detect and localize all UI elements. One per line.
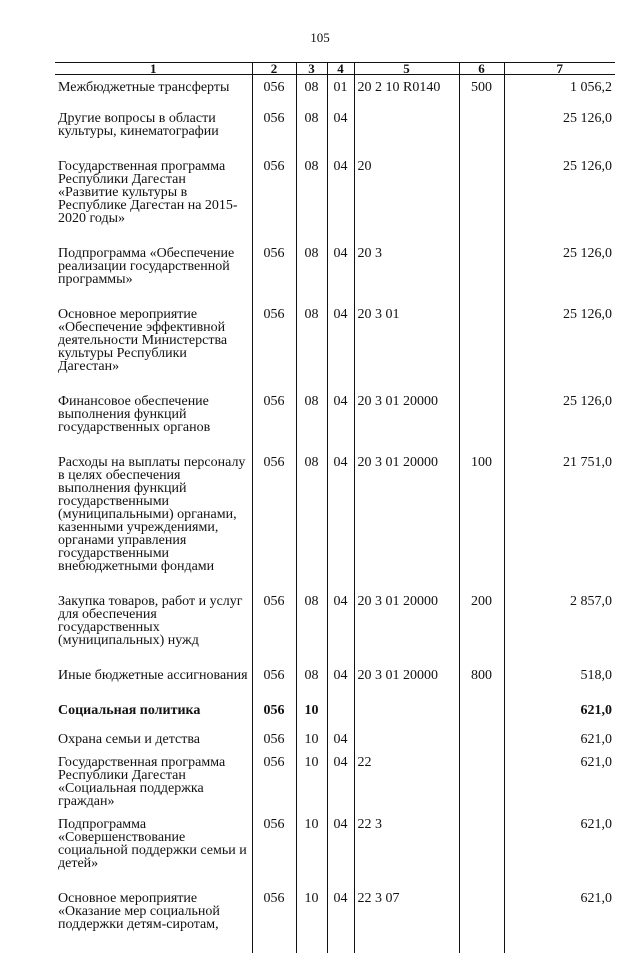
- row-name-cell: Охрана семьи и детства: [58, 732, 200, 747]
- ved-code-cell: 056: [252, 595, 296, 669]
- row-name-cell: Социальная политика: [58, 703, 201, 718]
- amount-cell: 2 857,0: [504, 595, 615, 669]
- section-code-cell: 10: [296, 892, 327, 953]
- section-code-cell: 08: [296, 456, 327, 595]
- amount-cell: 1 056,2: [504, 75, 615, 113]
- row-name-cell: Подпрограмма «Совершенствование социальной поддержки семьи и детей»: [58, 817, 247, 871]
- target-article-cell: 20 3 01 20000: [354, 595, 459, 669]
- section-code-cell: 08: [296, 247, 327, 308]
- subsection-code-cell: 04: [327, 456, 354, 595]
- target-article-cell: [354, 112, 459, 160]
- subsection-code-cell: 04: [327, 395, 354, 456]
- expense-type-cell: [459, 160, 504, 247]
- target-article-cell: [354, 733, 459, 756]
- target-article-cell: 20: [354, 160, 459, 247]
- column-header: 3: [296, 63, 327, 75]
- section-code-cell: 10: [296, 756, 327, 818]
- table-row: [55, 308, 615, 395]
- expense-type-cell: [459, 756, 504, 818]
- section-code-cell: 10: [296, 704, 327, 733]
- subsection-code-cell: 04: [327, 669, 354, 704]
- table-header-row: [55, 63, 615, 75]
- expense-type-cell: 200: [459, 595, 504, 669]
- column-header: 4: [327, 63, 354, 75]
- section-code-cell: 08: [296, 112, 327, 160]
- table-row: [55, 75, 615, 113]
- column-header: 1: [55, 63, 252, 75]
- column-header: 7: [504, 63, 615, 75]
- subsection-code-cell: 04: [327, 308, 354, 395]
- subsection-code-cell: 04: [327, 160, 354, 247]
- ved-code-cell: 056: [252, 818, 296, 892]
- expense-type-cell: [459, 112, 504, 160]
- subsection-code-cell: [327, 704, 354, 733]
- table-row: [55, 704, 615, 733]
- target-article-cell: [354, 704, 459, 733]
- section-code-cell: 10: [296, 733, 327, 756]
- table-row: [55, 892, 615, 953]
- subsection-code-cell: 04: [327, 892, 354, 953]
- subsection-code-cell: 04: [327, 595, 354, 669]
- section-code-cell: 08: [296, 595, 327, 669]
- expense-type-cell: 800: [459, 669, 504, 704]
- expense-type-cell: [459, 308, 504, 395]
- ved-code-cell: 056: [252, 75, 296, 113]
- target-article-cell: 20 3: [354, 247, 459, 308]
- subsection-code-cell: 04: [327, 818, 354, 892]
- ved-code-cell: 056: [252, 756, 296, 818]
- target-article-cell: 20 3 01 20000: [354, 669, 459, 704]
- expense-type-cell: [459, 247, 504, 308]
- row-name-cell: Финансовое обеспечение выполнения функций государственных органов: [58, 394, 211, 435]
- expense-type-cell: 100: [459, 456, 504, 595]
- amount-cell: 621,0: [504, 756, 615, 818]
- expense-type-cell: [459, 733, 504, 756]
- ved-code-cell: 056: [252, 704, 296, 733]
- ved-code-cell: 056: [252, 308, 296, 395]
- expense-type-cell: [459, 892, 504, 953]
- amount-cell: 621,0: [504, 818, 615, 892]
- expense-type-cell: 500: [459, 75, 504, 113]
- table-row: [55, 247, 615, 308]
- ved-code-cell: 056: [252, 733, 296, 756]
- expense-type-cell: [459, 704, 504, 733]
- table-row: [55, 456, 615, 595]
- row-name-cell: Межбюджетные трансферты: [58, 80, 230, 95]
- subsection-code-cell: 04: [327, 756, 354, 818]
- subsection-code-cell: 01: [327, 75, 354, 113]
- target-article-cell: 22 3 07: [354, 892, 459, 953]
- row-name-cell: Подпрограмма «Обеспечение реализации государственной программы»: [58, 246, 235, 287]
- section-code-cell: 08: [296, 669, 327, 704]
- ved-code-cell: 056: [252, 160, 296, 247]
- amount-cell: 621,0: [504, 704, 615, 733]
- row-name-cell: Основное мероприятие «Обеспечение эффективной деятельности Министерства культуры Республики Дагестан»: [58, 307, 228, 374]
- amount-cell: 25 126,0: [504, 112, 615, 160]
- table-row: [55, 160, 615, 247]
- amount-cell: 21 751,0: [504, 456, 615, 595]
- row-name-cell: Другие вопросы в области культуры, кинематографии: [58, 111, 219, 139]
- ved-code-cell: 056: [252, 456, 296, 595]
- amount-cell: 621,0: [504, 892, 615, 953]
- expense-type-cell: [459, 395, 504, 456]
- section-code-cell: 08: [296, 75, 327, 113]
- table-row: [55, 818, 615, 892]
- amount-cell: 621,0: [504, 733, 615, 756]
- target-article-cell: 22: [354, 756, 459, 818]
- row-name-cell: Иные бюджетные ассигнования: [58, 668, 248, 683]
- subsection-code-cell: 04: [327, 247, 354, 308]
- column-header: 6: [459, 63, 504, 75]
- ved-code-cell: 056: [252, 892, 296, 953]
- table-row: [55, 395, 615, 456]
- page-number: 105: [310, 30, 330, 45]
- subsection-code-cell: 04: [327, 112, 354, 160]
- section-code-cell: 10: [296, 818, 327, 892]
- expense-type-cell: [459, 818, 504, 892]
- amount-cell: 25 126,0: [504, 247, 615, 308]
- target-article-cell: 22 3: [354, 818, 459, 892]
- table-row: [55, 595, 615, 669]
- table-row: [55, 756, 615, 818]
- row-name-cell: Государственная программа Республики Дагестан «Развитие культуры в Республике Дагестан на 2015-2020 годы»: [58, 159, 238, 226]
- amount-cell: 518,0: [504, 669, 615, 704]
- table-row: [55, 112, 615, 160]
- row-name-cell: Основное мероприятие «Оказание мер социальной поддержки детям-сиротам,: [58, 891, 220, 932]
- column-header: 2: [252, 63, 296, 75]
- section-code-cell: 08: [296, 308, 327, 395]
- ved-code-cell: 056: [252, 669, 296, 704]
- subsection-code-cell: 04: [327, 733, 354, 756]
- target-article-cell: 20 3 01 20000: [354, 456, 459, 595]
- amount-cell: 25 126,0: [504, 308, 615, 395]
- target-article-cell: 20 3 01 20000: [354, 395, 459, 456]
- row-name-cell: Государственная программа Республики Дагестан «Социальная поддержка граждан»: [58, 755, 226, 809]
- table-row: [55, 733, 615, 756]
- budget-table: [55, 62, 615, 953]
- column-header: 5: [354, 63, 459, 75]
- row-name-cell: Закупка товаров, работ и услуг для обеспечения государственных (муниципальных) нужд: [58, 594, 243, 648]
- section-code-cell: 08: [296, 395, 327, 456]
- ved-code-cell: 056: [252, 112, 296, 160]
- target-article-cell: 20 2 10 R0140: [354, 75, 459, 113]
- row-name-cell: Расходы на выплаты персоналу в целях обеспечения выполнения функций государственными (муниципальными) органами, казенными учреждениями, органами управления государственными внебюджетными фондами: [58, 455, 246, 574]
- amount-cell: 25 126,0: [504, 395, 615, 456]
- ved-code-cell: 056: [252, 395, 296, 456]
- target-article-cell: 20 3 01: [354, 308, 459, 395]
- ved-code-cell: 056: [252, 247, 296, 308]
- table-row: [55, 669, 615, 704]
- amount-cell: 25 126,0: [504, 160, 615, 247]
- section-code-cell: 08: [296, 160, 327, 247]
